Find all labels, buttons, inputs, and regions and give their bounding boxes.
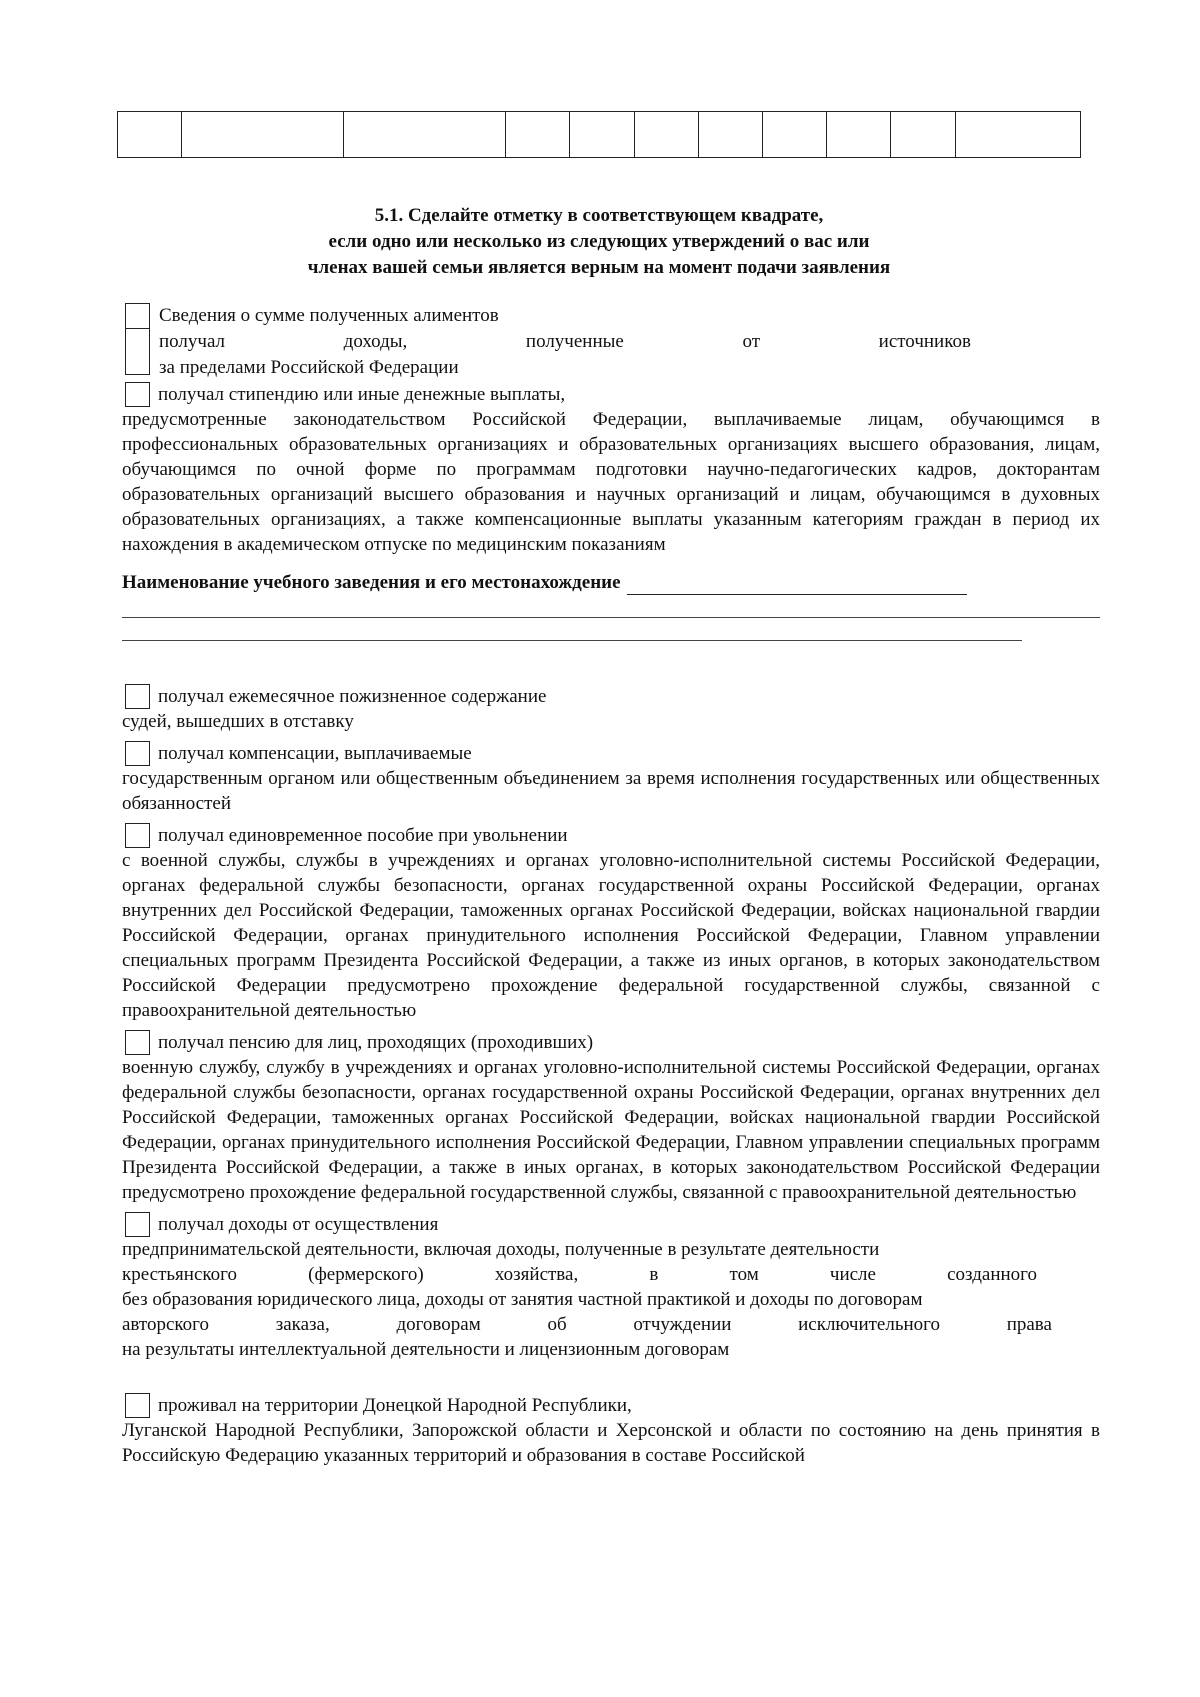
option-body: предусмотренные законодательством Российской Федерации, выплачиваемые лицам, обучающимся в профессиональных образовательных организациях и образовательных организациях высшего образования, лицам, обучающимся по очной форме по программам подготовки научно-педагогических кадров, докторантам образовательных организаций высшего образования и научных организаций и лицам, обучающимся в духовных образовательных организациях, а также компенсационные выплаты указанным категориям граждан в период их нахождения в академическом отпуске по медицинским показаниям (122, 409, 1100, 555)
text-line (122, 1312, 1052, 1337)
text-line: на результаты интеллектуальной деятельности и лицензионным договорам (122, 1339, 730, 1360)
word: исключительного (798, 1314, 940, 1335)
option-first-line: проживал на территории Донецкой Народной Республики, (158, 1394, 632, 1416)
header-grid-table (117, 111, 1081, 158)
word: получал (159, 331, 226, 352)
business-checkbox[interactable] (125, 1212, 150, 1237)
option-body: судей, вышедших в отставку (122, 711, 354, 732)
word: об (547, 1314, 567, 1335)
alimony-label: Сведения о сумме полученных алиментов (159, 305, 499, 326)
foreign-income-cont: за пределами Российской Федерации (159, 357, 459, 378)
heading-line: членах вашей семьи является верным на момент подачи заявления (307, 257, 891, 278)
word: заказа, (275, 1314, 330, 1335)
option-first-line: получал единовременное пособие при увольнении (158, 824, 568, 846)
grid-cell[interactable] (762, 112, 826, 158)
word: от (742, 331, 761, 352)
grid-cell[interactable] (344, 112, 506, 158)
foreign-income-label (125, 329, 971, 355)
option-body: с военной службы, службы в учреждениях и органах уголовно-исполнительной системы Российской Федерации, органах федеральной службы безопасности, органах государственной охраны Российской Федерации, органах внутренних дел Российской Федерации, таможенных органах Российской Федерации, войсках национальной гвардии Российской Федерации, органах принудительного исполнения Российской Федерации, Главном управлении специальных программ Президента Российской Федерации, а также из иных органов, в которых законодательством Российской Федерации предусмотрено прохождение федеральной государственной службы, связанной с правоохранительной деятельностью (122, 850, 1100, 1021)
option-body: Луганской Народной Республики, Запорожской области и Херсонской и области по состоянию на день принятия в Российскую Федерацию указанных территорий и образования в составе Российской (122, 1420, 1100, 1466)
grid-cell[interactable] (506, 112, 570, 158)
option-first-line: получал доходы от осуществления (158, 1213, 439, 1235)
option-stipend (125, 381, 1105, 407)
options-list (122, 303, 1105, 1468)
dismissal-checkbox[interactable] (125, 823, 150, 848)
option-first-line: получал компенсации, выплачиваемые (158, 742, 472, 764)
option-business (125, 1211, 1105, 1237)
word: источников (878, 331, 971, 352)
word: отчуждении (633, 1314, 732, 1335)
grid-cell[interactable] (891, 112, 955, 158)
option-judges (125, 683, 1105, 709)
school-name-row (122, 570, 1105, 595)
grid-cell[interactable] (698, 112, 762, 158)
word: созданного (947, 1264, 1037, 1285)
stipend-checkbox[interactable] (125, 382, 150, 407)
heading-line: 5.1. Сделайте отметку в соответствующем квадрате, (374, 205, 824, 226)
alimony-foreign-group (125, 303, 1105, 381)
word: хозяйства, (494, 1264, 579, 1285)
word: авторского (122, 1314, 210, 1335)
word: полученные (525, 331, 624, 352)
option-body: государственным органом или общественным объединением за время исполнения государственных или общественных обязанностей (122, 768, 1100, 814)
grid-cell[interactable] (570, 112, 634, 158)
word: крестьянского (122, 1264, 237, 1285)
heading-line: если одно или несколько из следующих утверждений о вас или (328, 231, 870, 252)
option-body: военную службу, службу в учреждениях и органах уголовно-исполнительной системы Российской Федерации, органах федеральной службы безопасности, органах государственной охраны Российской Федерации, органах внутренних дел Российской Федерации, таможенных органах Российской Федерации, войсках национальной гвардии Российской Федерации, органах принудительного исполнения Российской Федерации, Главном управлении специальных программ Президента Российской Федерации, а также в иных органах, в которых законодательством Российской Федерации предусмотрено прохождение федеральной государственной службы, связанной с правоохранительной деятельностью (122, 1057, 1100, 1203)
option-compensation (125, 740, 1105, 766)
word: в (649, 1264, 659, 1285)
text: предпринимательской деятельности, включая доходы, полученные в результате деятельности (122, 1239, 880, 1260)
alimony-foreign-checkbox-stack (125, 303, 150, 375)
text-line: без образования юридического лица, доходы от занятия частной практикой и доходы по договорам (122, 1289, 923, 1310)
grid-cell[interactable] (634, 112, 698, 158)
word: числе (829, 1264, 876, 1285)
word: (фермерского) (308, 1264, 424, 1285)
school-name-field[interactable] (627, 574, 967, 595)
section-heading (117, 203, 1081, 281)
option-first-line: получал ежемесячное пожизненное содержание (158, 685, 547, 707)
school-name-field-line[interactable] (122, 617, 1100, 618)
territory-checkbox[interactable] (125, 1393, 150, 1418)
grid-cell[interactable] (182, 112, 344, 158)
grid-cell[interactable] (827, 112, 891, 158)
option-pension (125, 1029, 1105, 1055)
grid-cell[interactable] (118, 112, 182, 158)
compensation-checkbox[interactable] (125, 741, 150, 766)
word: том (729, 1264, 759, 1285)
option-dismissal (125, 822, 1105, 848)
option-body (122, 1237, 1100, 1362)
word: договорам (396, 1314, 481, 1335)
grid-cell[interactable] (955, 112, 1080, 158)
option-first-line: получал стипендию или иные денежные выплаты, (158, 383, 566, 405)
word: доходы, (343, 331, 408, 352)
option-territory (125, 1392, 1105, 1418)
word: права (1006, 1314, 1052, 1335)
option-first-line: получал пенсию для лиц, проходящих (проходивших) (158, 1031, 594, 1053)
text-line (122, 1237, 1100, 1262)
judges-checkbox[interactable] (125, 684, 150, 709)
text-line (122, 1262, 1037, 1287)
school-name-label: Наименование учебного заведения и его местонахождение (122, 572, 621, 593)
pension-checkbox[interactable] (125, 1030, 150, 1055)
